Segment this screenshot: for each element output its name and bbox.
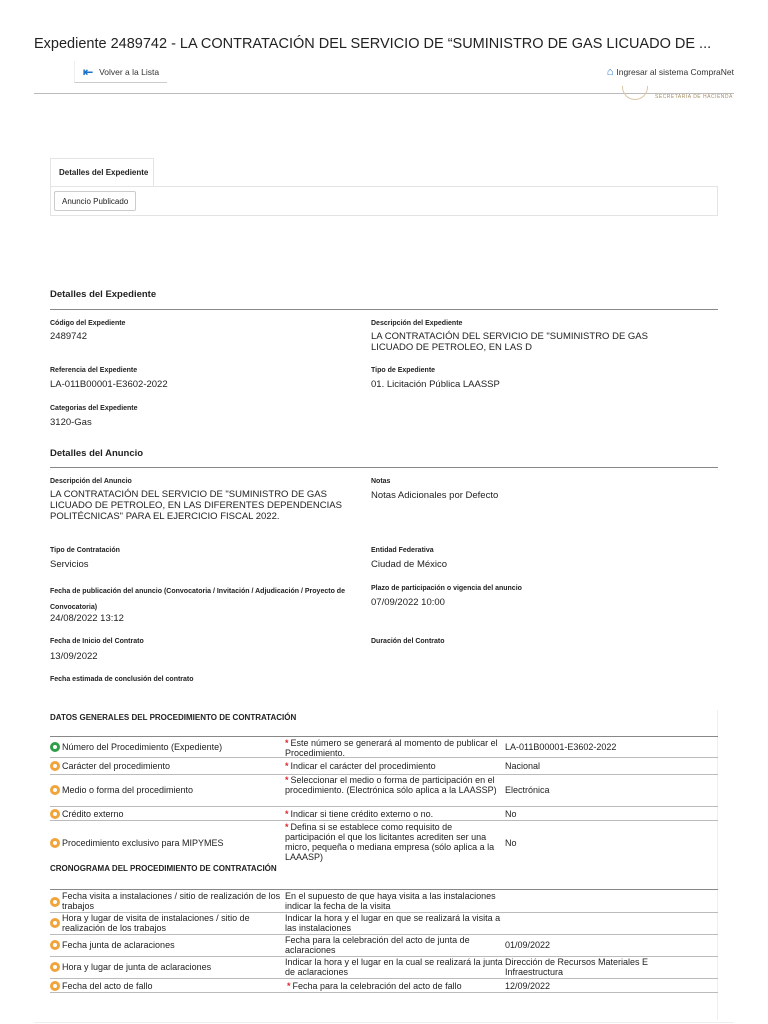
tab-detalles-expediente[interactable]: Detalles del Expediente [50, 158, 154, 186]
row-value: Dirección de Recursos Materiales E Infraestructura [505, 957, 649, 977]
row-name: Número del Procedimiento (Expediente) [62, 742, 223, 752]
categorias-value: 3120-Gas [50, 417, 92, 428]
required-star-icon: * [285, 761, 289, 771]
row-desc: Indicar la hora y el lugar en que se realizará la visita a las instalaciones [285, 913, 501, 933]
table-row [50, 775, 718, 807]
secretaria-logo-text: SECRETARÍA DE HACIENDA [655, 94, 733, 100]
tipo-expediente-label: Tipo de Expediente [371, 367, 436, 374]
row-value: No [505, 809, 517, 819]
row-name: Fecha visita a instalaciones / sitio de realización de los trabajos [62, 891, 281, 911]
row-desc: Indicar la hora y el lugar en la cual se realizará la junta de aclaraciones [285, 957, 503, 977]
row-value: Electrónica [505, 785, 550, 795]
compranet-login-link[interactable] [607, 66, 734, 78]
tab-panel [50, 186, 718, 216]
row-name: Medio o forma del procedimiento [62, 785, 194, 795]
eye-icon[interactable] [50, 809, 60, 819]
back-to-list-button[interactable] [74, 61, 167, 83]
row-name: Hora y lugar de visita de instalaciones / sitio de realización de los trabajos [62, 913, 250, 933]
fecha-publicacion-value: 24/08/2022 13:12 [50, 613, 124, 624]
notas-label: Notas [371, 478, 391, 485]
required-star-icon: * [285, 822, 289, 832]
descripcion-anuncio-value: LA CONTRATACIÓN DEL SERVICIO DE "SUMINISTRO DE GAS LICUADO DE PETROLEO, EN LAS DIFERENTES DEPENDENCIAS POLITÉCNICAS" PARA EL EJERCICIO FISCAL 2022. [50, 489, 342, 522]
eye-icon[interactable] [50, 785, 60, 795]
table-row [50, 890, 718, 913]
row-desc: En el supuesto de que haya visita a las instalaciones indicar la fecha de la visita [285, 891, 496, 911]
anuncio-divider [50, 467, 718, 468]
page-title: Expediente 2489742 - LA CONTRATACIÓN DEL SERVICIO DE “SUMINISTRO DE GAS LICUADO DE ... [34, 36, 712, 52]
entidad-value: Ciudad de México [371, 559, 448, 570]
fecha-inicio-label: Fecha de Inicio del Contrato [50, 638, 144, 645]
descripcion-expediente-value: LA CONTRATACIÓN DEL SERVICIO DE "SUMINISTRO DE GAS LICUADO DE PETROLEO, EN LAS D [371, 331, 648, 353]
required-star-icon: * [285, 775, 289, 785]
eye-icon[interactable] [50, 838, 60, 848]
eye-icon[interactable] [50, 897, 60, 907]
tipo-expediente-value: 01. Licitación Pública LAASSP [371, 379, 500, 390]
table-row [50, 807, 718, 821]
table-row [50, 913, 718, 935]
row-desc: Indicar si tiene crédito externo o no. [290, 809, 434, 819]
row-value: 12/09/2022 [505, 981, 551, 991]
fecha-inicio-value: 13/09/2022 [50, 651, 98, 662]
row-desc: Seleccionar el medio o forma de participación en el procedimiento. (Electrónica sólo aplica a la LAASSP) [285, 775, 497, 795]
eye-icon[interactable] [50, 742, 60, 752]
back-to-list-label: Volver a la Lista [99, 66, 160, 77]
eye-icon[interactable] [50, 918, 60, 928]
home-icon: ⌂ [606, 66, 614, 78]
codigo-value: 2489742 [50, 331, 87, 342]
table-row [50, 758, 718, 775]
descripcion-expediente-label: Descripción del Expediente [371, 320, 463, 327]
row-value: 01/09/2022 [505, 940, 551, 950]
notas-value: Notas Adicionales por Defecto [371, 490, 499, 501]
row-name: Fecha del acto de fallo [62, 981, 153, 991]
table-row [50, 957, 718, 979]
eye-icon[interactable] [50, 761, 60, 771]
footer-divider [34, 1022, 734, 1023]
required-star-icon: * [285, 809, 289, 819]
fecha-publicacion-label: Fecha de publicación del anuncio (Convocatoria / Invitación / Adjudicación / Proyecto de Convocatoria) [50, 588, 345, 611]
table-row [50, 979, 718, 993]
tipo-contratacion-value: Servicios [50, 559, 89, 570]
cronograma-table-title: CRONOGRAMA DEL PROCEDIMIENTO DE CONTRATACIÓN [50, 864, 277, 873]
row-name: Carácter del procedimiento [62, 761, 171, 771]
table-row [50, 935, 718, 957]
anuncio-publicado-button[interactable]: Anuncio Publicado [54, 191, 136, 211]
row-value: No [505, 838, 517, 848]
referencia-value: LA-011B00001-E3602-2022 [50, 379, 168, 390]
row-desc: Defina si se establece como requisito de participación el que los licitantes acrediten ser una micro, pequeña o mediana empresa (sólo aplica a la LAAASP) [285, 822, 495, 862]
entidad-label: Entidad Federativa [371, 547, 434, 554]
expediente-section-title: Detalles del Expediente [50, 289, 157, 300]
referencia-label: Referencia del Expediente [50, 367, 138, 374]
anuncio-section-title: Detalles del Anuncio [50, 448, 144, 459]
row-value: LA-011B00001-E3602-2022 [505, 742, 617, 752]
table-row [50, 821, 718, 864]
conclusion-label: Fecha estimada de conclusión del contrato [50, 676, 194, 683]
row-name: Procedimiento exclusivo para MIPYMES [62, 838, 224, 848]
plazo-label: Plazo de participación o vigencia del anuncio [371, 585, 522, 592]
expediente-divider [50, 309, 718, 310]
eye-icon[interactable] [50, 940, 60, 950]
row-name: Hora y lugar de junta de aclaraciones [62, 962, 212, 972]
table-row [50, 737, 718, 758]
row-desc: Fecha para la celebración del acto de fallo [292, 981, 462, 991]
required-star-icon: * [287, 981, 291, 991]
seal-logo [622, 86, 648, 100]
plazo-value: 07/09/2022 10:00 [371, 597, 445, 608]
row-desc: Indicar el carácter del procedimiento [290, 761, 436, 771]
row-name: Fecha junta de aclaraciones [62, 940, 175, 950]
arrow-left-icon: ⇤ [83, 64, 94, 79]
procedimiento-table-title: DATOS GENERALES DEL PROCEDIMIENTO DE CONTRATACIÓN [50, 713, 297, 722]
tipo-contratacion-label: Tipo de Contratación [50, 547, 120, 554]
row-value: Nacional [505, 761, 541, 771]
eye-icon[interactable] [50, 981, 60, 991]
row-name: Crédito externo [62, 809, 124, 819]
required-star-icon: * [285, 738, 289, 748]
categorias-label: Categorias del Expediente [50, 405, 138, 412]
row-desc: Fecha para la celebración del acto de junta de aclaraciones [285, 935, 470, 955]
row-desc: Este número se generará al momento de publicar el Procedimiento. [285, 738, 498, 758]
duracion-label: Duración del Contrato [371, 638, 445, 645]
codigo-label: Código del Expediente [50, 320, 126, 327]
descripcion-anuncio-label: Descripción del Anuncio [50, 478, 132, 485]
compranet-label: Ingresar al sistema CompraNet [616, 67, 734, 77]
eye-icon[interactable] [50, 962, 60, 972]
